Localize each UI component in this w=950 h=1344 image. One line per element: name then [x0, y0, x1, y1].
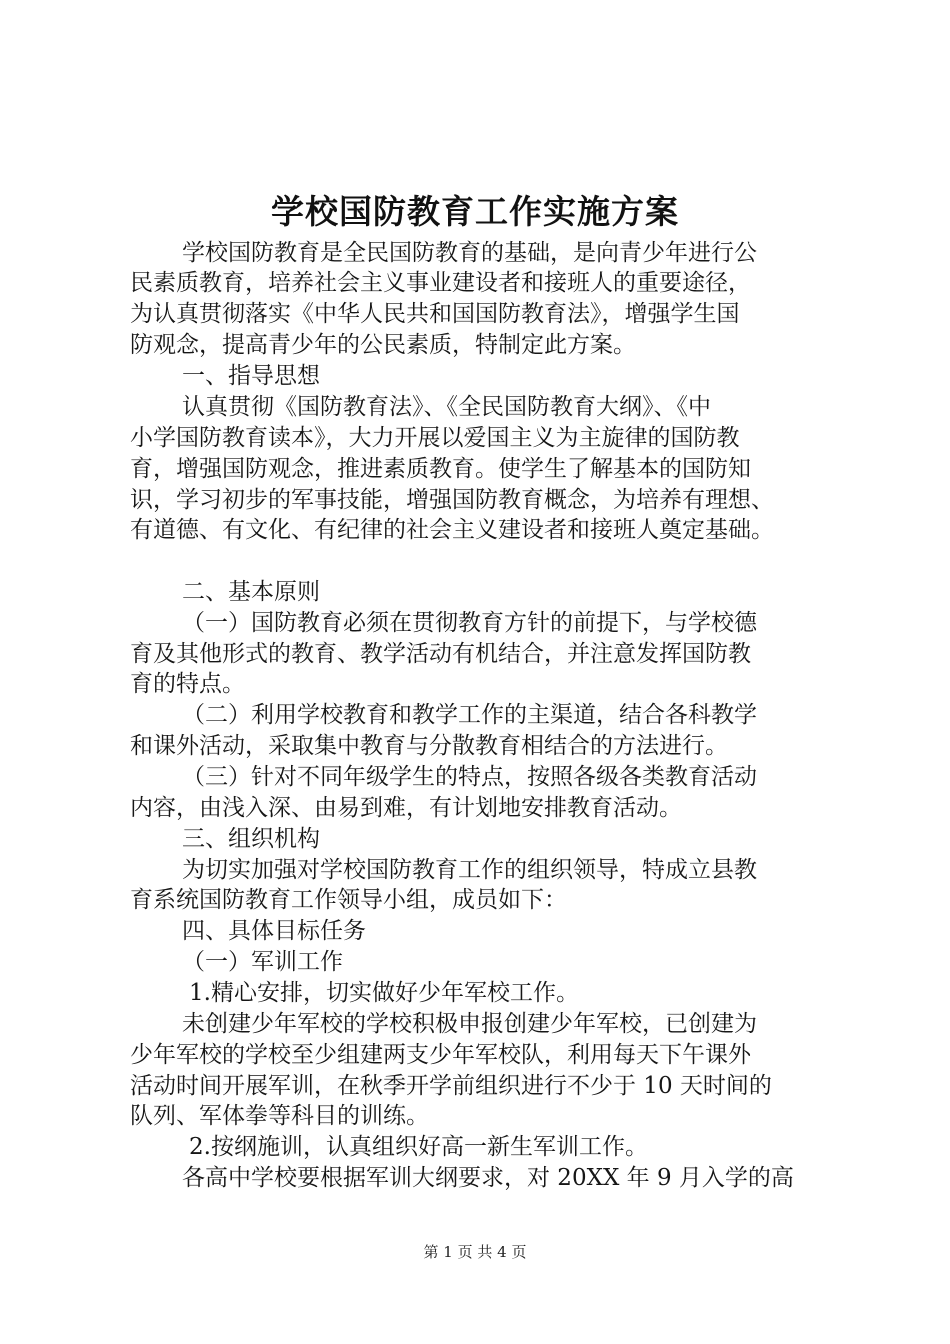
body-line: 为认真贯彻落实《中华人民共和国国防教育法》，增强学生国	[130, 301, 740, 327]
body-line: 育系统国防教育工作领导小组，成员如下：	[130, 887, 567, 913]
body-line: 队列、军体拳等科目的训练。	[130, 1103, 429, 1129]
body-line: 小学国防教育读本》，大力开展以爱国主义为主旋律的国防教	[130, 425, 740, 451]
section-heading: 三、组织机构	[182, 826, 320, 852]
body-line: 民素质教育，培养社会主义事业建设者和接班人的重要途径，	[130, 270, 751, 296]
body-line: （二）利用学校教育和教学工作的主渠道，结合各科教学	[182, 702, 757, 728]
body-line: （一）国防教育必须在贯彻教育方针的前提下，与学校德	[182, 610, 757, 636]
body-line: 识，学习初步的军事技能，增强国防教育概念，为培养有理想、	[130, 487, 774, 513]
section-heading: 四、具体目标任务	[182, 918, 366, 944]
section-heading: 一、指导思想	[182, 363, 320, 389]
item-heading: 2.按纲施训，认真组织好高一新生军训工作。	[189, 1134, 648, 1160]
body-line: 有道德、有文化、有纪律的社会主义建设者和接班人奠定基础。	[130, 517, 774, 543]
body-line: 内容，由浅入深、由易到难，有计划地安排教育活动。	[130, 795, 682, 821]
body-line: 防观念，提高青少年的公民素质，特制定此方案。	[130, 332, 636, 358]
item-heading: 1.精心安排，切实做好少年军校工作。	[189, 980, 579, 1006]
body-line: 和课外活动，采取集中教育与分散教育相结合的方法进行。	[130, 733, 728, 759]
body-line: 各高中学校要根据军训大纲要求，对 20XX 年 9 月入学的高	[182, 1165, 794, 1191]
subsection-heading: （一）军训工作	[182, 949, 343, 975]
body-line: 活动时间开展军训，在秋季开学前组织进行不少于 10 天时间的	[130, 1073, 772, 1099]
page-number: 第 1 页 共 4 页	[423, 1243, 527, 1261]
body-line: 认真贯彻《国防教育法》、《全民国防教育大纲》、《中	[182, 394, 711, 420]
body-line: 为切实加强对学校国防教育工作的组织领导，特成立县教	[182, 857, 757, 883]
body-line: 育的特点。	[130, 671, 245, 697]
body-line: 少年军校的学校至少组建两支少年军校队，利用每天下午课外	[130, 1042, 751, 1068]
body-line: 学校国防教育是全民国防教育的基础，是向青少年进行公	[182, 240, 757, 266]
body-line: （三）针对不同年级学生的特点，按照各级各类教育活动	[182, 764, 757, 790]
document-title: 学校国防教育工作实施方案	[271, 192, 679, 231]
body-line: 未创建少年军校的学校积极申报创建少年军校，已创建为	[182, 1011, 757, 1037]
body-line: 育及其他形式的教育、教学活动有机结合，并注意发挥国防教	[130, 641, 751, 667]
body-line: 育，增强国防观念，推进素质教育。使学生了解基本的国防知	[130, 456, 751, 482]
section-heading: 二、基本原则	[182, 579, 320, 605]
